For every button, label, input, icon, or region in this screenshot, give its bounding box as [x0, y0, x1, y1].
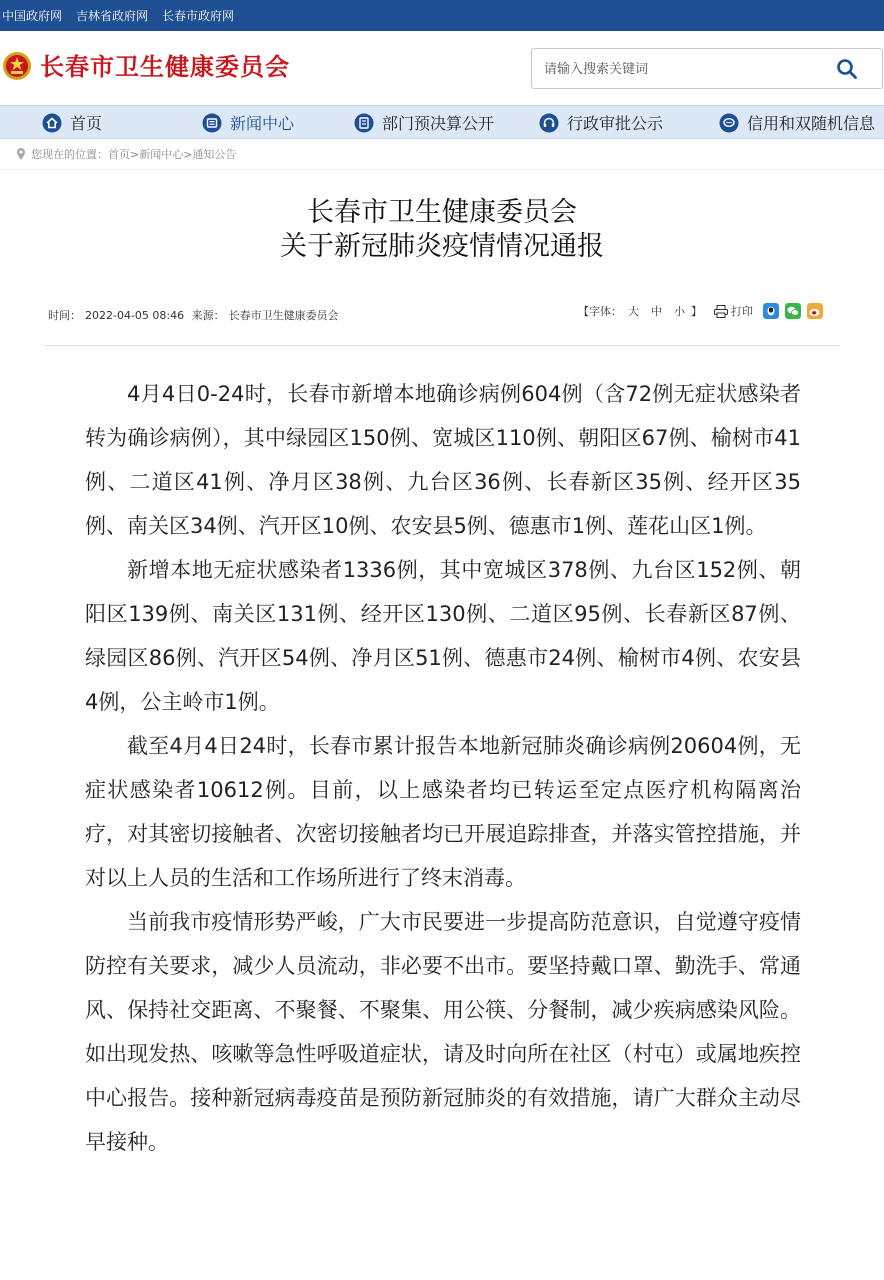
qq-share-icon[interactable]	[763, 303, 779, 319]
document-icon	[354, 113, 374, 133]
site-header	[0, 31, 884, 105]
link-jilin-gov[interactable]: 吉林省政府网	[76, 9, 149, 23]
nav-label: 信用和双随机信息	[747, 114, 876, 133]
breadcrumb-text[interactable]: 您现在的位置：首页>新闻中心>通知公告	[31, 148, 237, 161]
printer-icon	[714, 305, 728, 318]
source-value: 长春市卫生健康委员会	[228, 309, 339, 322]
article-title	[0, 196, 884, 264]
weibo-share-icon[interactable]	[807, 303, 823, 319]
font-size-small[interactable]: 小	[674, 305, 685, 318]
search-icon	[836, 58, 858, 80]
national-emblem-icon	[2, 51, 32, 81]
article-body	[85, 372, 801, 1164]
article-paragraph: 4月4日0-24时，长春市新增本地确诊病例604例（含72例无症状感染者转为确诊病例），其中绿园区150例、宽城区110例、朝阳区67例、榆树市41例、二道区41例、净月区38例、九台区36例、长春新区35例、经开区35例、南关区34例、汽开区10例、农安县5例、德惠市1例、莲花山区1例。	[85, 382, 801, 538]
font-size-close: 】	[691, 305, 702, 318]
link-changchun-gov[interactable]: 长春市政府网	[162, 9, 235, 23]
news-icon	[202, 113, 222, 133]
divider	[44, 345, 840, 346]
article-meta	[48, 307, 343, 323]
nav-item-home[interactable]	[42, 106, 102, 139]
site-title[interactable]: 长春市卫生健康委员会	[40, 53, 290, 81]
font-size-medium[interactable]: 中	[651, 305, 662, 318]
chat-icon	[719, 113, 739, 133]
nav-item-approval[interactable]	[539, 106, 663, 139]
top-link-bar	[0, 0, 884, 31]
breadcrumb	[16, 146, 236, 162]
link-central-gov[interactable]: 中国政府网	[2, 9, 63, 23]
font-size-large[interactable]: 大	[628, 305, 639, 318]
article-title-line-1: 长春市卫生健康委员会	[307, 197, 577, 228]
article-title-line-2: 关于新冠肺炎疫情情况通报	[280, 231, 604, 262]
home-icon	[42, 113, 62, 133]
print-label: 打印	[731, 305, 753, 318]
time-value: 2022-04-05 08:46	[85, 309, 185, 322]
article-paragraph: 新增本地无症状感染者1336例，其中宽城区378例、九台区152例、朝阳区139例、南关区131例、经开区130例、二道区95例、长春新区87例、绿园区86例、汽开区54例、净月区51例、德惠市24例、榆树市4例、农安县4例，公主岭市1例。	[85, 558, 801, 714]
article-paragraph: 截至4月4日24时，长春市累计报告本地新冠肺炎确诊病例20604例，无症状感染者10612例。目前，以上感染者均已转运至定点医疗机构隔离治疗，对其密切接触者、次密切接触者均已开展追踪排查，并落实管控措施，并对以上人员的生活和工作场所进行了终末消毒。	[85, 734, 801, 890]
font-size-label: 【字体：	[578, 305, 622, 318]
headset-icon	[539, 113, 559, 133]
main-nav	[0, 105, 884, 139]
search-box	[531, 48, 883, 89]
article-paragraph: 当前我市疫情形势严峻，广大市民要进一步提高防范意识，自觉遵守疫情防控有关要求，减少人员流动，非必要不出市。要坚持戴口罩、勤洗手、常通风、保持社交距离、不聚餐、不聚集、用公筷、分餐制，减少疾病感染风险。如出现发热、咳嗽等急性呼吸道症状，请及时向所在社区（村屯）或属地疾控中心报告。接种新冠病毒疫苗是预防新冠肺炎的有效措施，请广大群众主动尽早接种。	[85, 910, 801, 1154]
nav-label: 首页	[70, 114, 103, 133]
nav-label: 新闻中心	[230, 114, 295, 133]
search-input[interactable]	[544, 57, 814, 81]
location-pin-icon	[16, 148, 26, 160]
nav-item-news[interactable]	[202, 106, 294, 139]
search-button[interactable]	[832, 55, 862, 83]
print-button[interactable]	[714, 303, 753, 319]
divider	[0, 169, 884, 170]
wechat-share-icon[interactable]	[785, 303, 801, 319]
article-tools	[578, 303, 823, 319]
nav-item-budget[interactable]	[354, 106, 494, 139]
nav-label: 部门预决算公开	[382, 114, 495, 133]
source-label: 来源：	[191, 309, 225, 322]
nav-label: 行政审批公示	[567, 114, 664, 133]
nav-item-credit[interactable]	[719, 106, 875, 139]
time-label: 时间：	[48, 309, 81, 322]
